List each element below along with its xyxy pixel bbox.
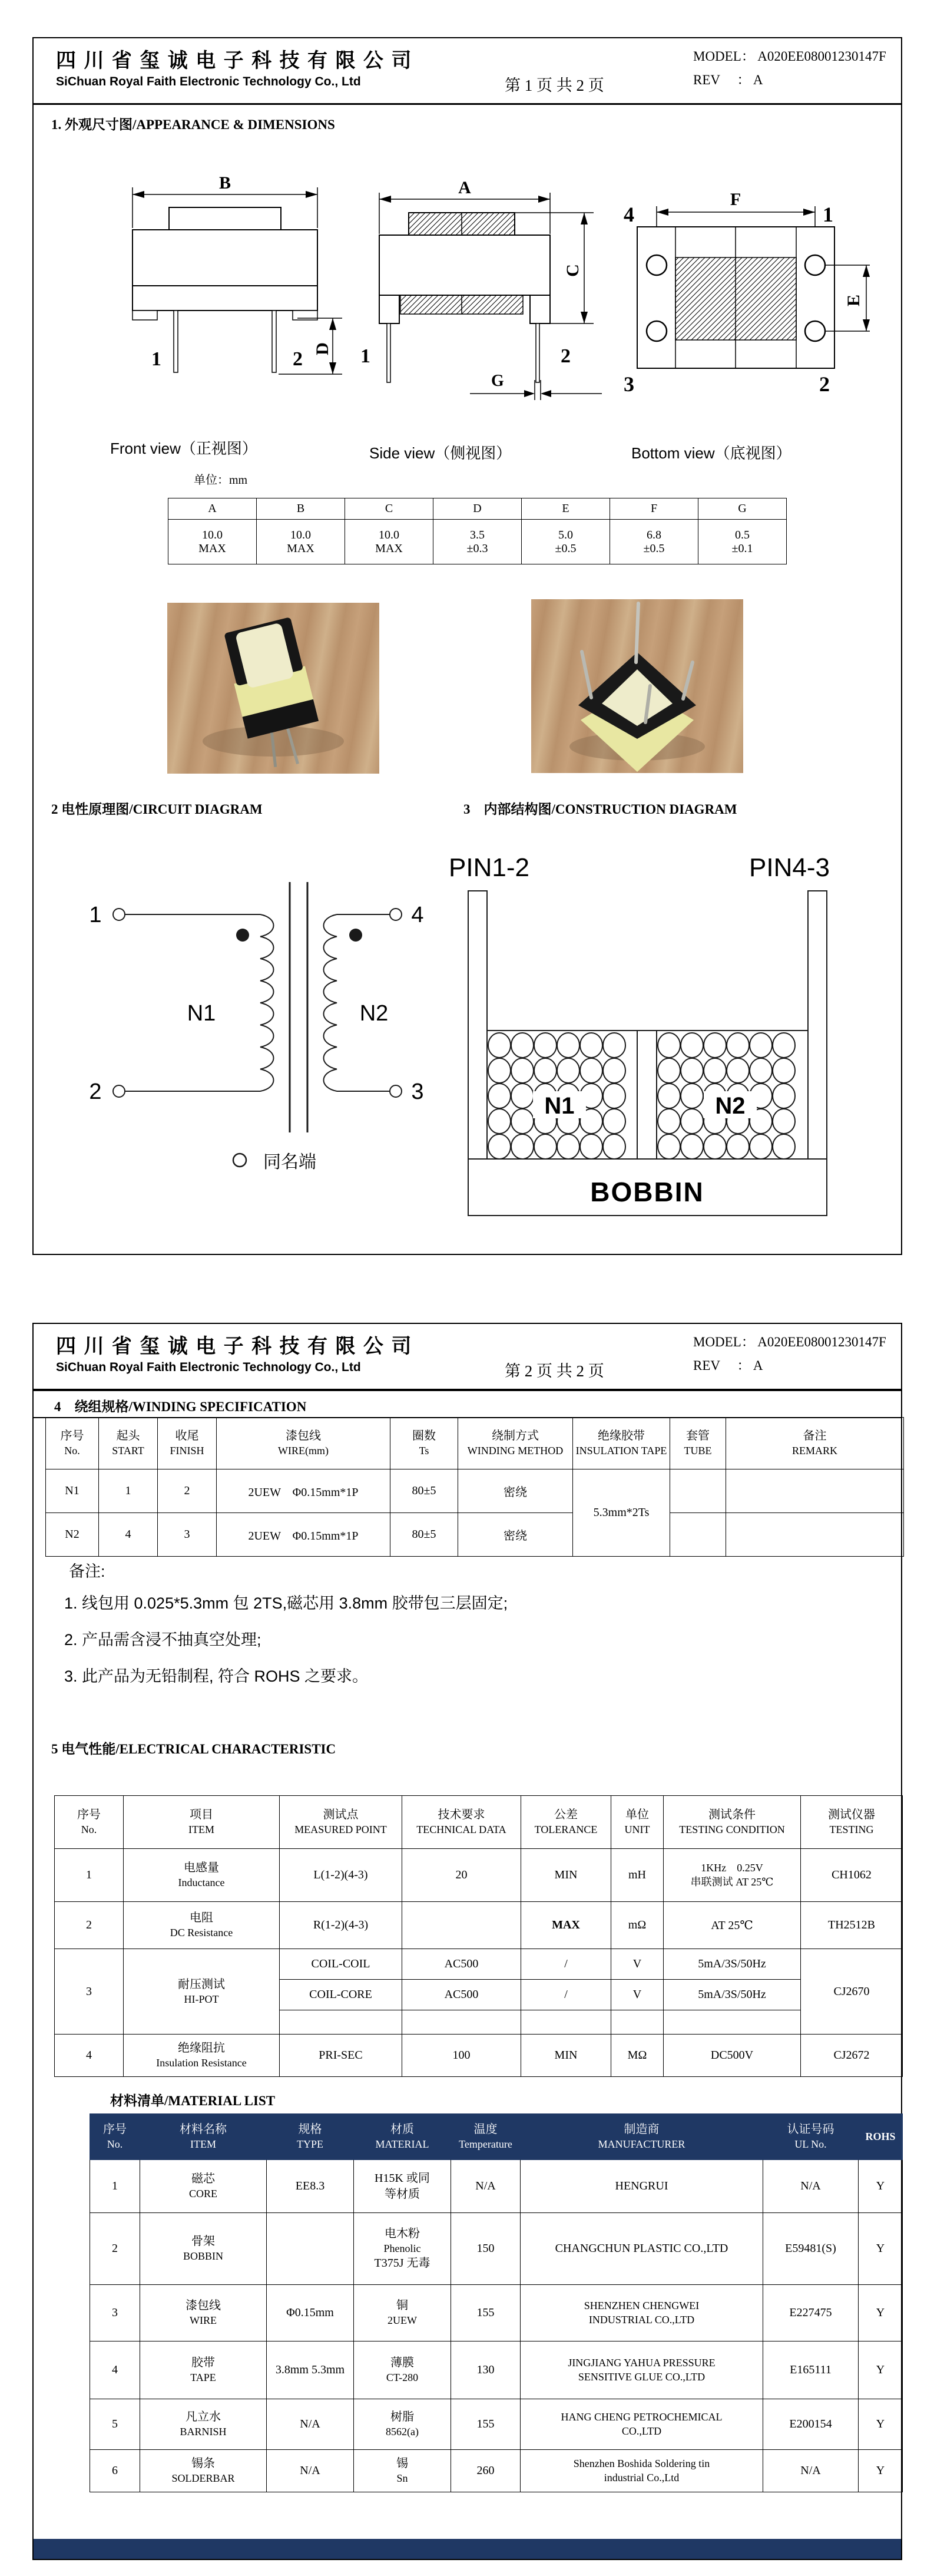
construction-diagram — [399, 829, 899, 1218]
construction-pin43-label: PIN4-3 — [749, 853, 830, 882]
side-pin1-label: 1 — [360, 345, 370, 367]
product-photo-side — [167, 603, 379, 774]
company-name-cn: 四 川 省 玺 诚 电 子 科 技 有 限 公 司 — [56, 1335, 413, 1358]
front-pin1-label: 1 — [151, 348, 161, 370]
side-view-drawing — [355, 167, 637, 420]
dim-value: 10.0 MAX — [257, 520, 345, 564]
revision: REV ： A — [693, 1358, 763, 1373]
winding-header-row: 序号 No. 起头 START 收尾 FINISH 漆包线 WIRE(mm) 圈数 Ts 绕制方式 WINDING METHOD 绝缘胶带 INSULATION TAPE 套管 TUBE 备注 REMARK — [46, 1418, 904, 1469]
company-name-en: SiChuan Royal Faith Electronic Technology Co., Ltd — [56, 1360, 361, 1374]
model-number: MODEL： A020EE08001230147F — [693, 49, 886, 64]
dim-value: 3.5 ±0.3 — [433, 520, 522, 564]
note-2: 2. 产品需含浸不抽真空处理; — [64, 1631, 261, 1649]
electrical-row-3b: COIL-CORE AC500 / V 5mA/3S/50Hz — [55, 1980, 903, 2010]
section4-title: 4 绕组规格/WINDING SPECIFICATION — [54, 1399, 307, 1414]
electrical-table — [54, 1795, 903, 2077]
page-2 — [32, 1323, 902, 2560]
section3-title: 3 内部结构图/CONSTRUCTION DIAGRAM — [463, 802, 737, 817]
page1-page-number: 第 1 页 共 2 页 — [505, 77, 604, 94]
company-name-en: SiChuan Royal Faith Electronic Technology Co., Ltd — [56, 75, 361, 88]
circuit-n2-label: N2 — [359, 1001, 389, 1026]
bottom-pin4-label: 4 — [624, 203, 634, 226]
dim-value: 10.0 MAX — [345, 520, 433, 564]
circuit-pin4-label: 4 — [411, 903, 424, 927]
insulation-tape-value: 5.3mm*2Ts — [573, 1469, 670, 1557]
construction-n1-label: N1 — [544, 1093, 575, 1119]
electrical-header-row: 序号 No. 项目 ITEM 测试点 MEASURED POINT 技术要求 TECHNICAL DATA 公差 TOLERANCE 单位 UNIT 测试条件 TESTING CONDITION 测试仪器 TESTING — [55, 1796, 903, 1849]
dim-col-header: C — [345, 498, 433, 520]
model-number: MODEL： A020EE08001230147F — [693, 1335, 886, 1349]
bottom-view-drawing — [617, 171, 905, 407]
section5-title: 5 电气性能/ELECTRICAL CHARACTERISTIC — [51, 1742, 336, 1756]
dim-col-header: B — [257, 498, 345, 520]
notes-title: 备注: — [69, 1563, 105, 1580]
section1-title: 1. 外观尺寸图/APPEARANCE & DIMENSIONS — [51, 117, 335, 132]
page2-header — [34, 1324, 901, 1391]
material-row-3: 3 漆包线 WIRE Φ0.15mm 铜 2UEW 155 SHENZHEN CHENGWEI INDUSTRIAL CO.,LTD E227475 Y — [90, 2285, 903, 2341]
material-row-4: 4 胶带 TAPE 3.8mm 5.3mm 薄膜 CT-280 130 JINGJIANG YAHUA PRESSURE SENSITIVE GLUE CO.,LTD E165111 Y — [90, 2341, 903, 2399]
dimensions-table — [168, 498, 787, 564]
side-dim-G: G — [491, 372, 504, 390]
side-dim-C: C — [563, 264, 582, 277]
dim-col-header: G — [698, 498, 787, 520]
company-name-cn: 四 川 省 玺 诚 电 子 科 技 有 限 公 司 — [56, 49, 413, 72]
bottom-dim-E: E — [844, 294, 863, 307]
bottom-view-label: Bottom view（底视图） — [631, 444, 791, 462]
winding-row-n1: N1 1 2 2UEW Φ0.15mm*1P 80±5 密绕 5.3mm*2Ts — [46, 1469, 904, 1513]
circuit-diagram — [63, 847, 440, 1177]
electrical-row-4: 4 绝缘阻抗 Insulation Resistance PRI-SEC 100 MIN MΩ DC500V CJ2672 — [55, 2035, 903, 2077]
winding-row-n2: N2 4 3 2UEW Φ0.15mm*1P 80±5 密绕 — [46, 1513, 904, 1557]
dim-col-header: F — [610, 498, 698, 520]
side-view-label: Side view（侧视图） — [369, 444, 512, 462]
circuit-pin1-label: 1 — [89, 903, 102, 927]
page-1 — [32, 37, 902, 1255]
unit-label: 单位：mm — [194, 474, 248, 487]
section2-title: 2 电性原理图/CIRCUIT DIAGRAM — [51, 802, 263, 817]
front-view-label: Front view（正视图） — [110, 440, 257, 457]
front-dim-D: D — [313, 342, 332, 355]
material-list-title: 材料清单/MATERIAL LIST — [110, 2093, 276, 2108]
bobbin-label: BOBBIN — [590, 1177, 704, 1207]
dim-value: 10.0 MAX — [168, 520, 257, 564]
bottom-pin2-label: 2 — [819, 372, 830, 396]
material-row-5: 5 凡立水 BARNISH N/A 树脂 8562(a) 155 HANG CHENG PETROCHEMICAL CO.,LTD E200154 Y — [90, 2399, 903, 2450]
material-header-row: 序号 No. 材料名称 ITEM 规格 TYPE 材质 MATERIAL 温度 Temperature 制造商 MANUFACTURER 认证号码 UL No. ROHS — [90, 2114, 903, 2160]
dim-value: 0.5 ±0.1 — [698, 520, 787, 564]
transformer-photo-side — [167, 603, 379, 774]
material-row-6: 6 锡条 SOLDERBAR N/A 锡 Sn 260 Shenzhen Boshida Soldering tin industrial Co.,Ltd N/A Y — [90, 2450, 903, 2492]
dim-value: 6.8 ±0.5 — [610, 520, 698, 564]
polarity-dot-legend: 同名端 — [263, 1152, 316, 1172]
note-1: 1. 线包用 0.025*5.3mm 包 2TS,磁芯用 3.8mm 胶带包三层固定; — [64, 1594, 508, 1612]
page1-header — [34, 38, 901, 105]
electrical-row-3a: 3 耐压测试 HI-POT COIL-COIL AC500 / V 5mA/3S/50Hz CJ2670 — [55, 1949, 903, 1980]
winding-table — [45, 1417, 904, 1557]
material-table — [90, 2113, 903, 2492]
bottom-pin3-label: 3 — [624, 372, 634, 396]
dim-col-header: D — [433, 498, 522, 520]
front-dim-B: B — [218, 173, 231, 193]
dim-value: 5.0 ±0.5 — [522, 520, 610, 564]
dim-col-header: A — [168, 498, 257, 520]
material-row-2: 2 骨架 BOBBIN 电木粉 Phenolic T375J 无毒 150 CHANGCHUN PLASTIC CO.,LTD E59481(S) Y — [90, 2213, 903, 2285]
dim-col-header: E — [522, 498, 610, 520]
revision: REV ： A — [693, 72, 763, 87]
circuit-n1-label: N1 — [187, 1001, 216, 1026]
bottom-dim-F: F — [730, 190, 741, 209]
note-3: 3. 此产品为无铅制程, 符合 ROHS 之要求。 — [64, 1667, 369, 1685]
page2-bottom-bar — [34, 2539, 901, 2559]
material-row-1: 1 磁芯 CORE EE8.3 H15K 或同 等材质 N/A HENGRUI N/A Y — [90, 2160, 903, 2213]
construction-n2-label: N2 — [715, 1093, 746, 1119]
section4-band — [34, 1391, 901, 1418]
side-dim-A: A — [458, 178, 471, 197]
transformer-photo-top — [531, 599, 743, 773]
front-view-drawing — [98, 171, 352, 412]
electrical-row-1: 1 电感量 Inductance L(1-2)(4-3) 20 MIN mH 1KHz 0.25V 串联测试 AT 25℃ CH1062 — [55, 1849, 903, 1902]
circuit-pin2-label: 2 — [89, 1079, 102, 1104]
front-pin2-label: 2 — [293, 348, 303, 370]
construction-pin12-label: PIN1-2 — [449, 853, 529, 882]
electrical-row-2: 2 电阻 DC Resistance R(1-2)(4-3) MAX mΩ AT 25℃ TH2512B — [55, 1902, 903, 1949]
side-pin2-label: 2 — [561, 345, 571, 367]
bottom-pin1-label: 1 — [823, 203, 833, 226]
circuit-pin3-label: 3 — [411, 1079, 424, 1104]
page2-page-number: 第 2 页 共 2 页 — [505, 1362, 604, 1380]
product-photo-top — [531, 599, 743, 773]
